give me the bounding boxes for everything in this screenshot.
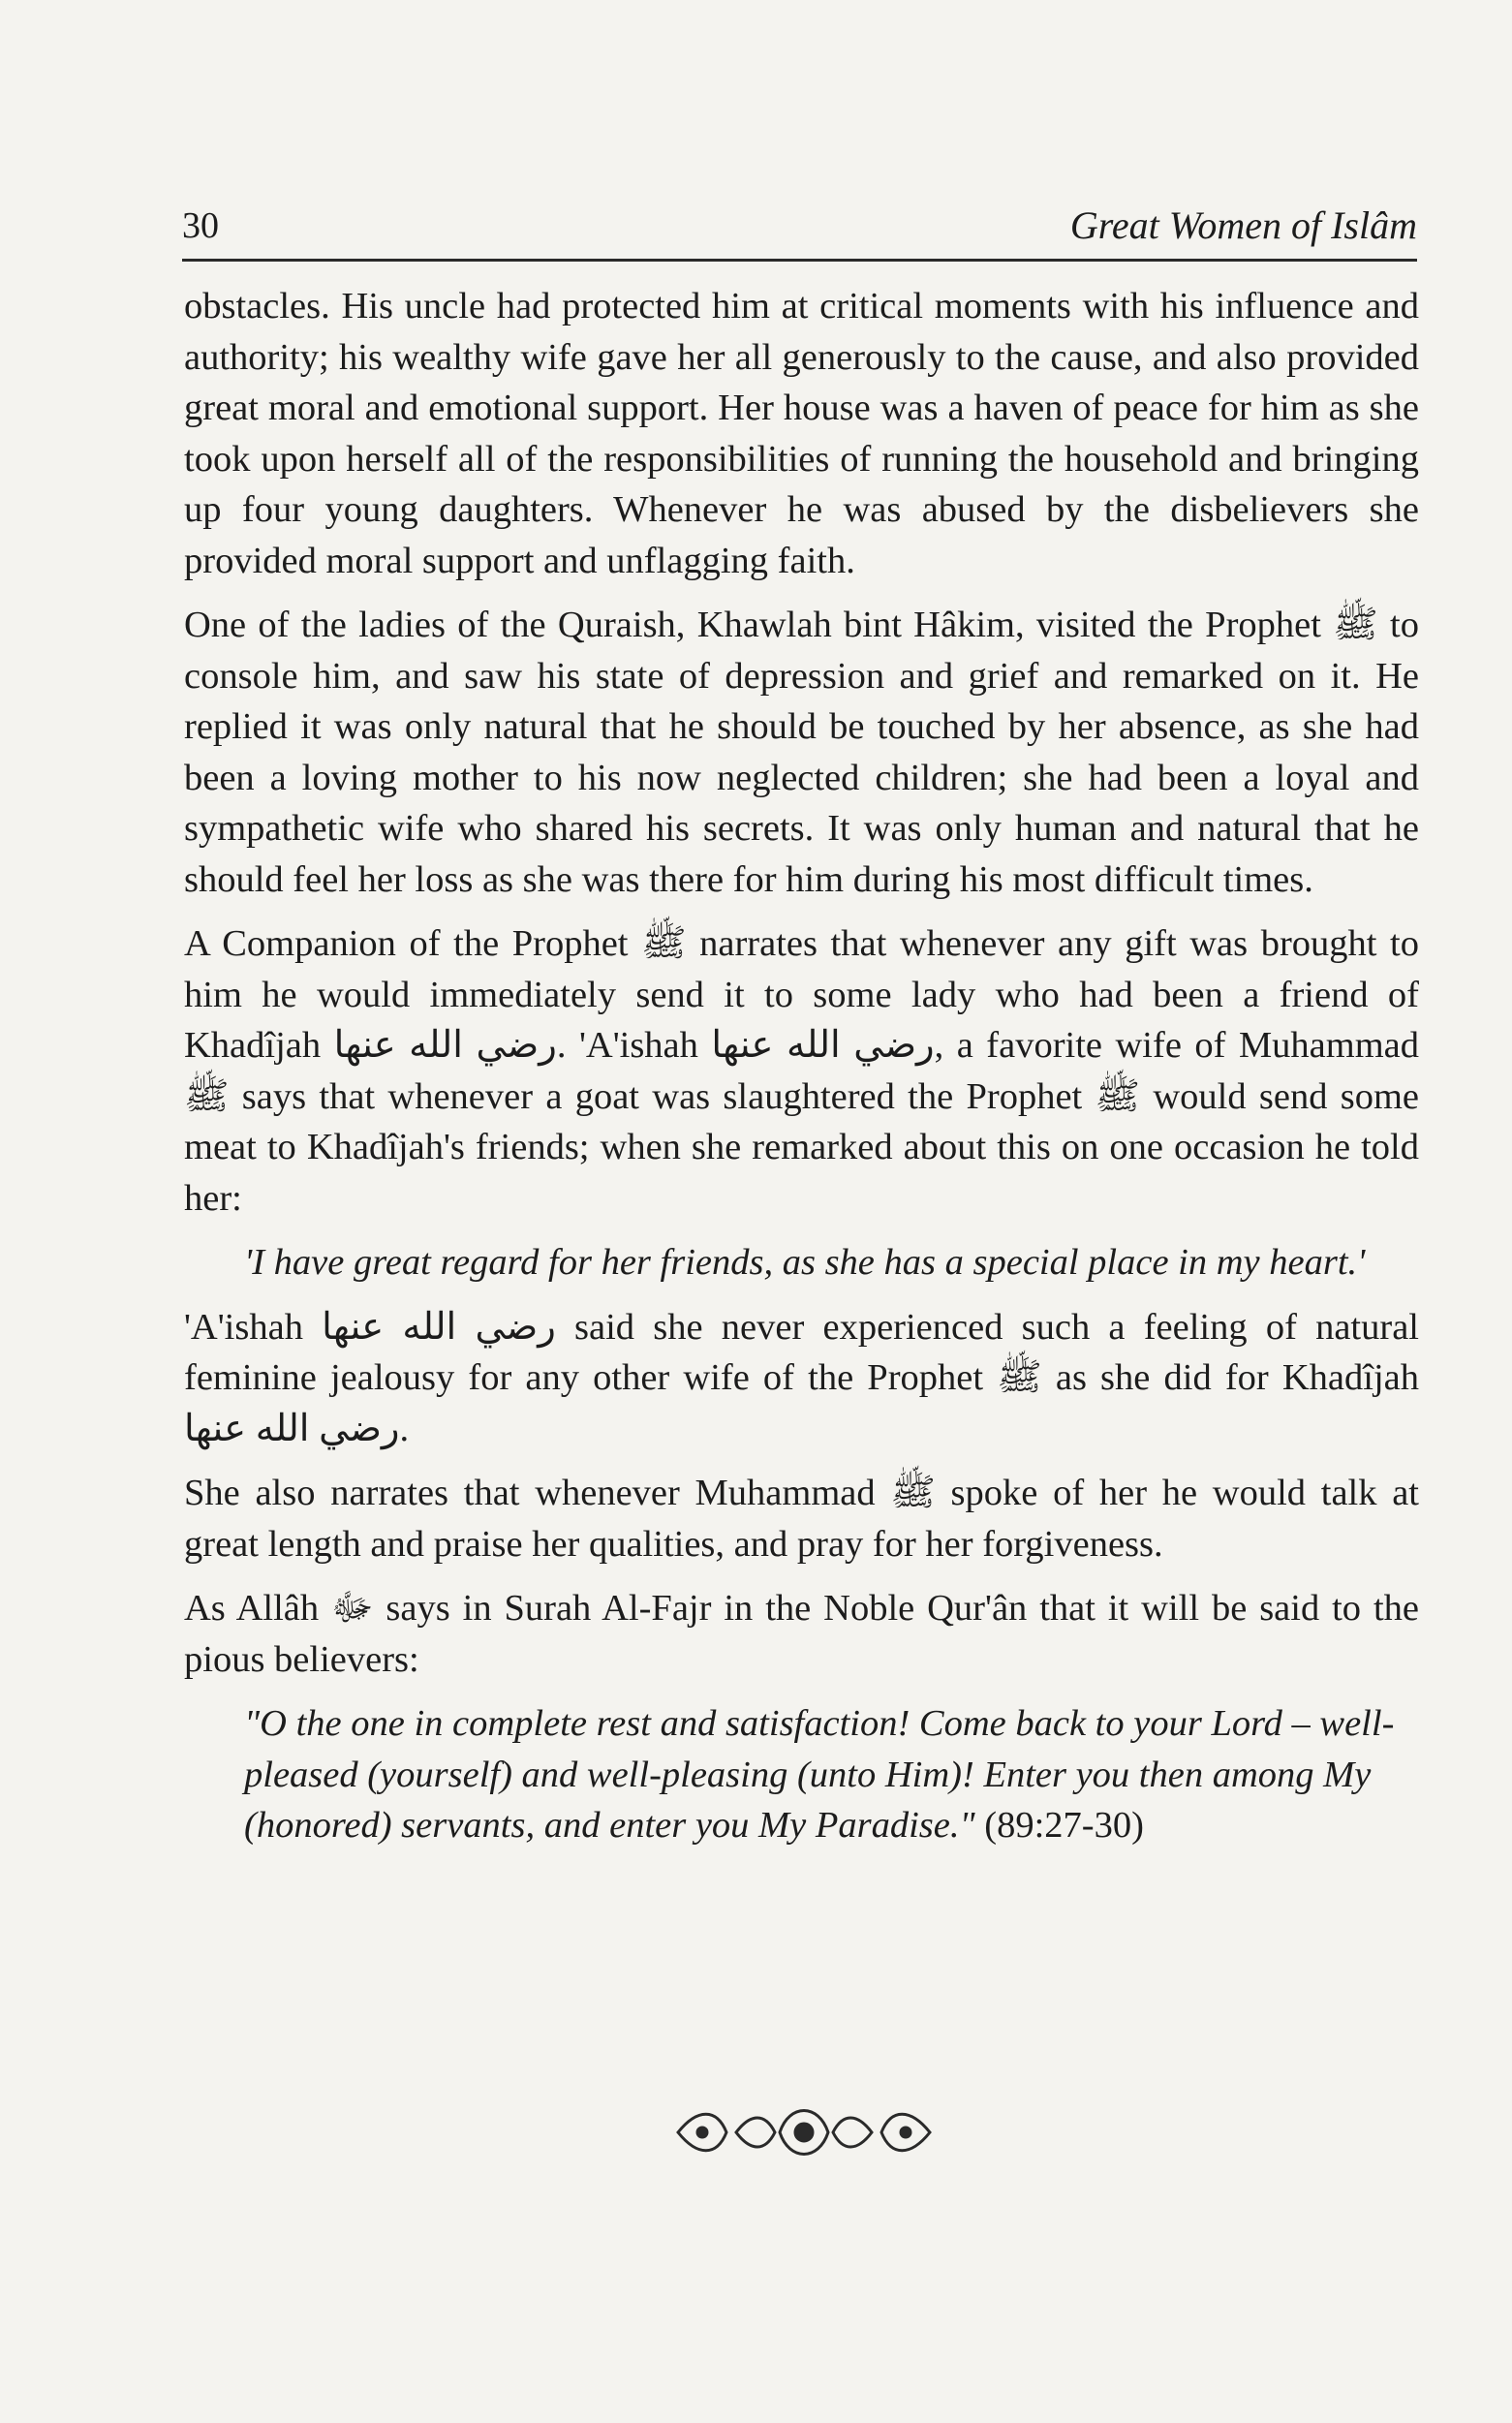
quote-quran xyxy=(184,1698,1419,1851)
paragraph-4: 'A'ishah رضي الله عنها said she never experienced such a feeling of natural feminine jealousy for any other wife of the Prophet ﷺ as she did for Khadîjah رضي الله عنها. xyxy=(184,1306,1419,1449)
quote-quran-text: "O the one in complete rest and satisfaction! Come back to your Lord – well-pleased (yourself) and well-pleasing (unto Him)! Enter you then among My (honored) servants, and enter you My Paradise." xyxy=(244,1703,1395,1846)
paragraph-6: As Allâh ﷻ says in Surah Al-Fajr in the Noble Qur'ân that it will be said to the pious believers: xyxy=(184,1588,1420,1680)
page-header xyxy=(182,199,1417,262)
paragraph-3: A Companion of the Prophet ﷺ narrates that whenever any gift was brought to him he would immediately send it to some lady who had been a friend of Khadîjah رضي الله عنها. 'A'ishah رضي الله عنها, a favorite wife of Muhammad ﷺ says that whenever a goat was slaughtered the Prophet ﷺ would send some meat to Khadîjah's friends; when she remarked about this on one occasion he told her: xyxy=(184,923,1420,1219)
page-number: 30 xyxy=(182,205,219,246)
floral-ornament-icon xyxy=(668,2098,940,2166)
paragraph-2: One of the ladies of the Quraish, Khawlah bint Hâkim, visited the Prophet ﷺ to console him, and saw his state of depression and grief and remarked on it. He replied it was only natural that he should be touched by her absence, as she had been a loving mother to his now neglected children; she had been a loyal and sympathetic wife who shared his secrets. It was only human and natural that he should feel her loss as she was there for him during his most difficult times. xyxy=(184,605,1419,900)
running-title: Great Women of Islâm xyxy=(1069,203,1417,247)
quote-regard: 'I have great regard for her friends, as she has a special place in my heart.' xyxy=(244,1242,1366,1283)
paragraph-1: obstacles. His uncle had protected him at critical moments with his influence and authority; his wealthy wife gave her all generously to the cause, and also provided great moral and emotional support. Her house was a haven of peace for him as she took upon herself all of the responsibilities of running the household and bringing up four young daughters. Whenever he was abused by the disbelievers she provided moral support and unflagging faith. xyxy=(184,286,1419,581)
page-body xyxy=(184,281,1419,1865)
paragraph-5: She also narrates that whenever Muhammad ﷺ spoke of her he would talk at great length and praise her qualities, and pray for her forgiveness. xyxy=(184,1473,1420,1565)
quote-quran-reference: (89:27-30) xyxy=(984,1805,1144,1846)
